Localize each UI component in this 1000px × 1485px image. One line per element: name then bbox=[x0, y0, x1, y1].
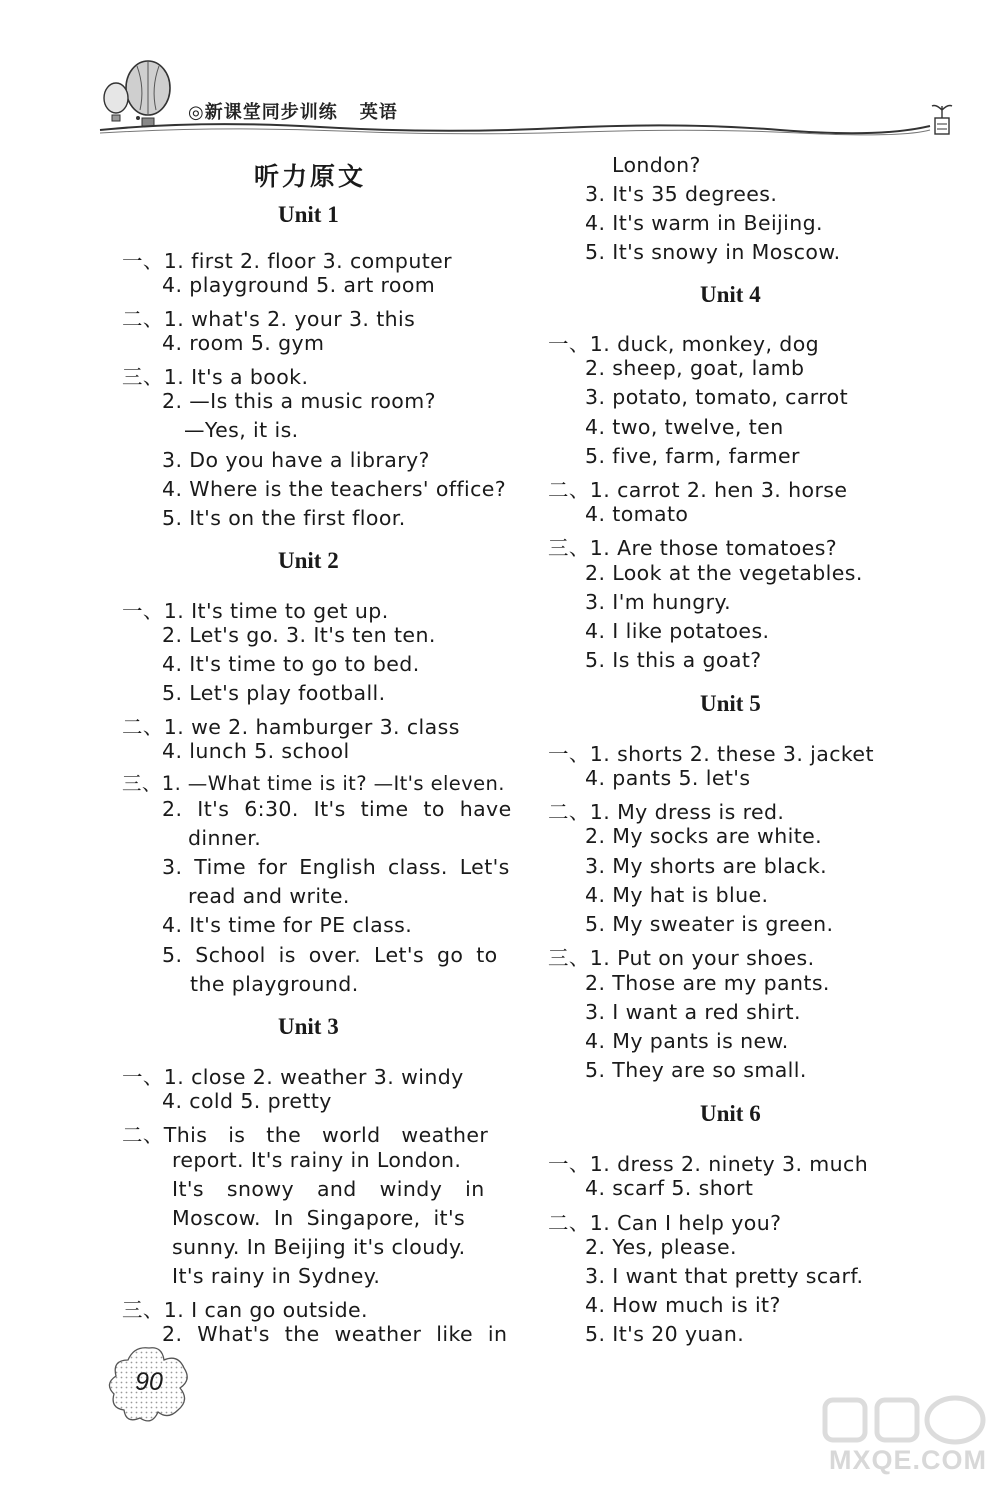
header-decoration bbox=[0, 0, 1000, 150]
answer-line: —Yes, it is. bbox=[184, 418, 299, 442]
answer-line: It's snowy and windy in bbox=[172, 1177, 485, 1201]
answer-line: sunny. In Beijing it's cloudy. bbox=[172, 1235, 466, 1259]
answer-line: 一、1. first 2. floor 3. computer bbox=[122, 249, 453, 273]
answer-line: 2. Those are my pants. bbox=[585, 971, 830, 995]
header-title bbox=[188, 98, 398, 124]
answer-line: 4. room 5. gym bbox=[162, 331, 325, 355]
answer-line: 3. It's 35 degrees. bbox=[585, 182, 778, 206]
page-number-badge bbox=[104, 1340, 194, 1430]
answer-line: 2. Look at the vegetables. bbox=[585, 561, 863, 585]
answer-line: 4. scarf 5. short bbox=[585, 1176, 754, 1200]
answer-line: 三、1. Are those tomatoes? bbox=[548, 536, 838, 560]
unit-heading: Unit 3 bbox=[278, 1014, 339, 1039]
answer-line: the playground. bbox=[190, 972, 359, 996]
page-number: 90 bbox=[135, 1368, 163, 1396]
answer-line: 3. potato, tomato, carrot bbox=[585, 385, 849, 409]
answer-line: 4. tomato bbox=[585, 502, 689, 526]
answer-line: 三、1. It's a book. bbox=[122, 365, 309, 389]
answer-line: 4. cold 5. pretty bbox=[162, 1089, 332, 1113]
answer-line: 4. playground 5. art room bbox=[162, 273, 436, 297]
answer-line: 二、1. what's 2. your 3. this bbox=[122, 307, 416, 331]
answer-line: 5. It's snowy in Moscow. bbox=[585, 240, 841, 264]
unit-heading: Unit 1 bbox=[278, 202, 339, 227]
answer-line: 4. I like potatoes. bbox=[585, 619, 770, 643]
answer-line: 三、1. —What time is it? —It's eleven. bbox=[122, 772, 505, 795]
answer-line: dinner. bbox=[188, 826, 262, 850]
answer-line: 2. What's the weather like in bbox=[162, 1322, 508, 1346]
answer-line: 5. They are so small. bbox=[585, 1058, 807, 1082]
unit-heading: Unit 2 bbox=[278, 548, 339, 573]
answer-line: 5. My sweater is green. bbox=[585, 912, 834, 936]
answer-line: 2. Let's go. 3. It's ten ten. bbox=[162, 623, 436, 647]
unit-heading: Unit 5 bbox=[700, 691, 761, 716]
answer-line: 3. I'm hungry. bbox=[585, 590, 731, 614]
answer-line: 二、1. Can I help you? bbox=[548, 1211, 782, 1235]
answer-line: 二、1. we 2. hamburger 3. class bbox=[122, 715, 460, 739]
watermark-text: MXQE.COM bbox=[828, 1445, 987, 1475]
answer-line: 二、1. My dress is red. bbox=[548, 800, 785, 824]
answer-line: 3. Do you have a library? bbox=[162, 448, 430, 472]
answer-line: 4. lunch 5. school bbox=[162, 739, 350, 763]
page-header bbox=[0, 0, 1000, 150]
answer-line: 5. Is this a goat? bbox=[585, 648, 762, 672]
balloon-small-icon bbox=[104, 83, 128, 113]
answer-line: 4. It's time for PE class. bbox=[162, 913, 413, 937]
answer-line: 4. It's warm in Beijing. bbox=[585, 211, 823, 235]
answer-line: 一、1. close 2. weather 3. windy bbox=[122, 1065, 464, 1089]
plant-icon bbox=[932, 106, 952, 135]
answer-line: 三、1. I can go outside. bbox=[122, 1298, 368, 1322]
answer-line: 一、1. duck, monkey, dog bbox=[548, 332, 820, 356]
answer-line: 二、This is the world weather bbox=[122, 1123, 489, 1147]
answer-line: 一、1. dress 2. ninety 3. much bbox=[548, 1152, 869, 1176]
series-title: ◎新课堂同步训练 bbox=[188, 102, 338, 123]
answer-line: 3. I want a red shirt. bbox=[585, 1000, 801, 1024]
answer-line: 4. Where is the teachers' office? bbox=[162, 477, 507, 501]
answer-line: 4. My hat is blue. bbox=[585, 883, 769, 907]
subject-label: 英语 bbox=[359, 102, 398, 123]
answer-line: 3. Time for English class. Let's bbox=[162, 855, 510, 879]
answer-line: Moscow. In Singapore, it's bbox=[172, 1206, 466, 1230]
answer-line: 一、1. shorts 2. these 3. jacket bbox=[548, 742, 874, 766]
unit-heading: Unit 6 bbox=[700, 1101, 761, 1126]
answer-line: 5. Let's play football. bbox=[162, 681, 386, 705]
answer-line: report. It's rainy in London. bbox=[172, 1148, 462, 1172]
watermark bbox=[815, 1385, 995, 1480]
answer-line: 4. pants 5. let's bbox=[585, 766, 751, 790]
answer-line: 4. How much is it? bbox=[585, 1293, 781, 1317]
answer-line: 4. My pants is new. bbox=[585, 1029, 789, 1053]
answer-line: 3. My shorts are black. bbox=[585, 854, 828, 878]
answer-line: 3. I want that pretty scarf. bbox=[585, 1264, 864, 1288]
answer-line: 一、1. It's time to get up. bbox=[122, 599, 389, 623]
answer-line: 5. It's 20 yuan. bbox=[585, 1322, 745, 1346]
answer-line: 4. two, twelve, ten bbox=[585, 415, 784, 439]
page-title: 听力原文 bbox=[254, 162, 367, 191]
answer-line: London? bbox=[612, 153, 701, 177]
answer-line: 2. sheep, goat, lamb bbox=[585, 356, 805, 380]
answer-line: 三、1. Put on your shoes. bbox=[548, 946, 815, 970]
answer-line: 5. five, farm, farmer bbox=[585, 444, 800, 468]
answer-line: 2. My socks are white. bbox=[585, 824, 823, 848]
answer-line: 5. It's on the first floor. bbox=[162, 506, 406, 530]
answer-line: 2. Yes, please. bbox=[585, 1235, 737, 1259]
answer-line: read and write. bbox=[188, 884, 350, 908]
answer-line: 5. School is over. Let's go to bbox=[162, 943, 498, 967]
answer-line: It's rainy in Sydney. bbox=[172, 1264, 381, 1288]
answer-line: 2. It's 6:30. It's time to have bbox=[162, 797, 512, 821]
unit-heading: Unit 4 bbox=[700, 282, 761, 307]
answer-line: 二、1. carrot 2. hen 3. horse bbox=[548, 478, 848, 502]
answer-line: 2. —Is this a music room? bbox=[162, 389, 436, 413]
answer-line: 4. It's time to go to bed. bbox=[162, 652, 420, 676]
